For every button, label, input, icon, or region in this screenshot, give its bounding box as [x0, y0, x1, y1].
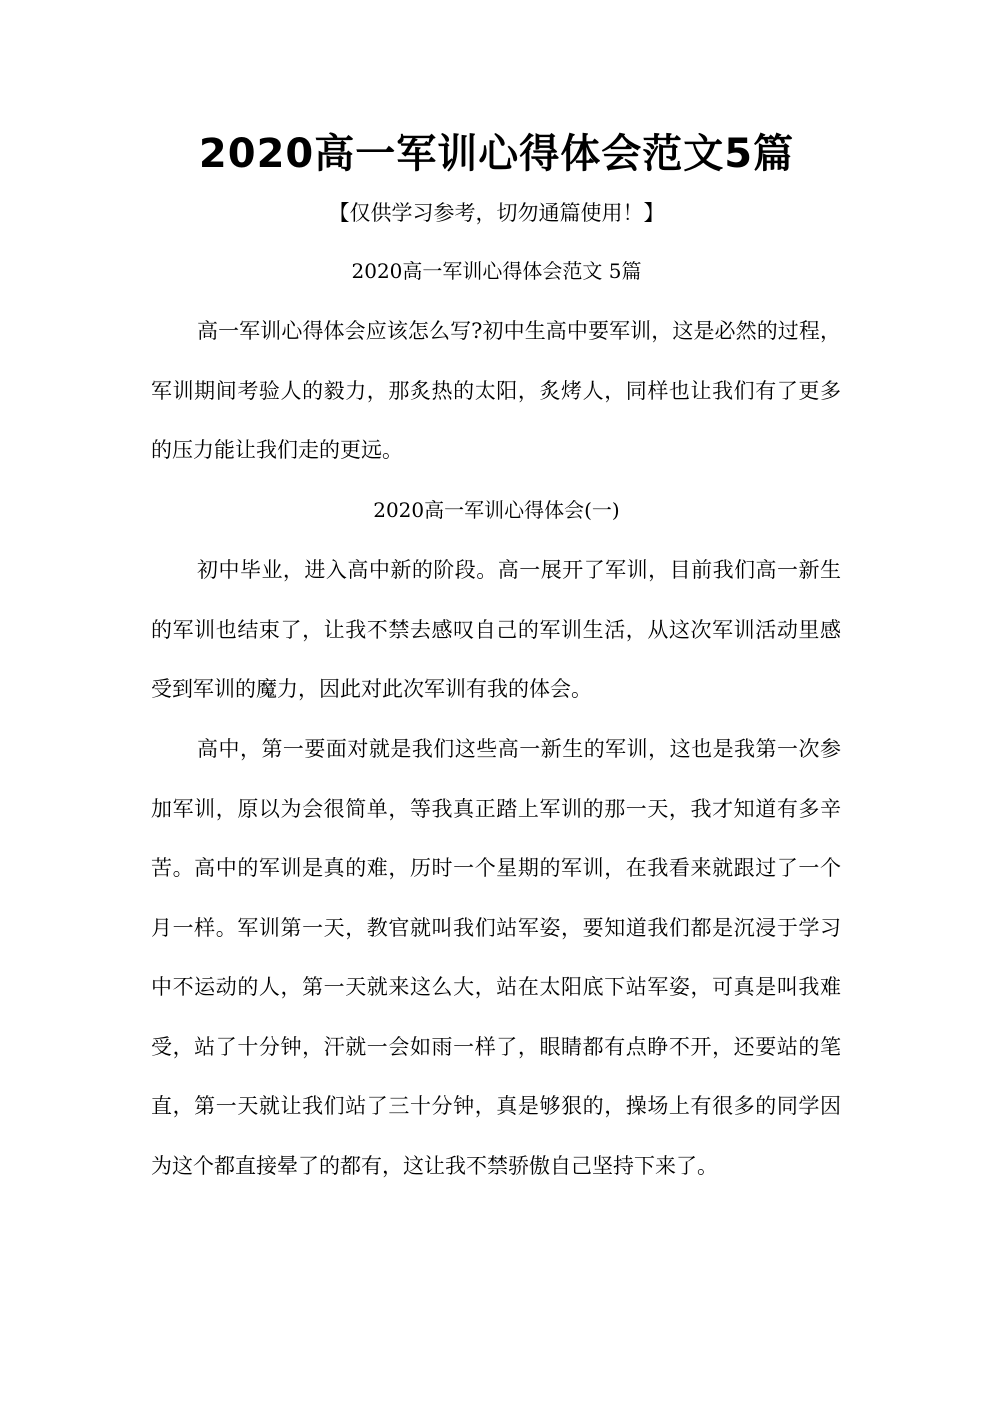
section-heading: 2020高一军训心得体会(一) — [373, 498, 620, 522]
body-paragraph: 高中，第一要面对就是我们这些高一新生的军训，这也是我第一次参加军训，原以为会很简单，等我真正踏上军训的那一天，我才知道有多辛苦。高中的军训是真的难，历时一个星期的军训，在我看来就跟过了一个月一样。军训第一天，教官就叫我们站军姿，要知道我们都是沉浸于学习中不运动的人，第一天就来这么大，站在太阳底下站军姿，可真是叫我难受，站了十分钟，汗就一会如雨一样了，眼睛都有点睁不开，还要站的笔直，第一天就让我们站了三十分钟，真是够狠的，操场上有很多的同学因为这个都直接晕了的都有，这让我不禁骄傲自己坚持下来了。 — [151, 737, 841, 1178]
document-subtitle: 2020高一军训心得体会范文 5篇 — [351, 259, 642, 283]
body-paragraph: 初中毕业，进入高中新的阶段。高一展开了军训，目前我们高一新生的军训也结束了，让我不禁去感叹自己的军训生活，从这次军训活动里感受到军训的魔力，因此对此次军训有我的体会。 — [151, 558, 841, 701]
intro-paragraph: 高一军训心得体会应该怎么写?初中生高中要军训，这是必然的过程，军训期间考验人的毅力，那炙热的太阳，炙烤人，同样也让我们有了更多的压力能让我们走的更远。 — [151, 319, 841, 462]
usage-notice: 【仅供学习参考，切勿通篇使用！】 — [328, 201, 665, 225]
document-title: 2020高一军训心得体会范文5篇 — [198, 131, 795, 177]
